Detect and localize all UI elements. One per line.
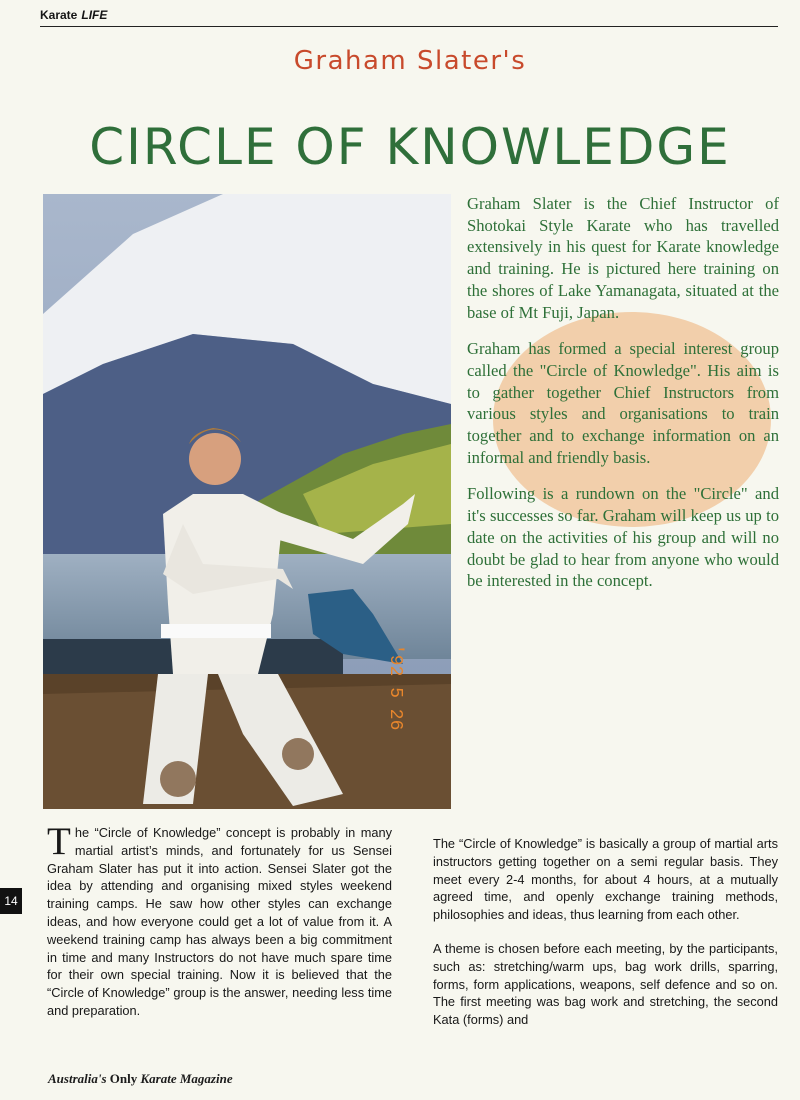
- body-paragraph-text: he “Circle of Knowledge” concept is probably in many martial artist’s minds, and fortunately for us Sensei Graham Slater has put it into action. Sensei Slater got the idea by attending and organising mixed styles weekend training camps. He saw how other styles can exchange ideas, and how everyone could get a lot of value from it. A weekend training camp has always been a big commitment in time and many Instructors do not have much spare time for their own special training. Now it is believed that the “Circle of Knowledge” group is the answer, needing less time and preparation.: [47, 825, 392, 1018]
- page-footer: [48, 1071, 233, 1087]
- intro-paragraph-1: Graham Slater is the Chief Instructor of Shotokai Style Karate who has travelled extensively in his quest for Karate knowledge and training. He is pictured here training on the shores of Lake Yamanagata, situated at the base of Mt Fuji, Japan.: [467, 194, 779, 322]
- publication-name-accent: LIFE: [81, 8, 108, 22]
- body-column-left: [47, 820, 392, 1036]
- photo-date-stamp: '92 5 26: [385, 644, 405, 731]
- body-paragraph: [47, 820, 392, 1020]
- running-header: [40, 8, 778, 27]
- intro-text: [467, 193, 779, 607]
- intro-paragraph-2: Graham has formed a special interest group called the "Circle of Knowledge". His aim is to gather together Chief Instructors from various styles and organisations to train together and to exchange information on an informal and friendly basis.: [467, 339, 779, 467]
- photo-illustration: [43, 194, 451, 809]
- drop-cap: T: [47, 820, 71, 863]
- article-photo: [43, 194, 451, 809]
- body-paragraph: A theme is chosen before each meeting, by the participants, such as: stretching/warm ups, bag work drills, sparring, forms, form applications, weapons, self defence and so on. The first meeting was bag work and stretching, the second Kata (forms) and: [433, 940, 778, 1028]
- body-column-right: [433, 835, 778, 1045]
- footer-part-3: Karate Magazine: [140, 1071, 233, 1086]
- body-paragraph: The “Circle of Knowledge” is basically a group of martial arts instructors getting together on a semi regular basis. They meet every 2-4 months, for about 4 hours, at a mutually agreed time, and openly exchange training methods, philosophies and ideas, thus learning from each other.: [433, 836, 778, 923]
- article-title: CIRCLE OF KNOWLEDGE: [89, 118, 731, 176]
- publication-name: Karate: [40, 8, 78, 22]
- footer-part-2: Only: [109, 1071, 138, 1086]
- article-byline: Graham Slater's: [293, 46, 527, 76]
- page-number: 14: [0, 888, 22, 914]
- intro-paragraph-3: Following is a rundown on the "Circle" and it's successes so far. Graham will keep us up to date on the activities of his group and will no doubt be glad to hear from anyone who would be interested in the concept.: [467, 484, 779, 591]
- footer-part-1: Australia's: [48, 1071, 107, 1086]
